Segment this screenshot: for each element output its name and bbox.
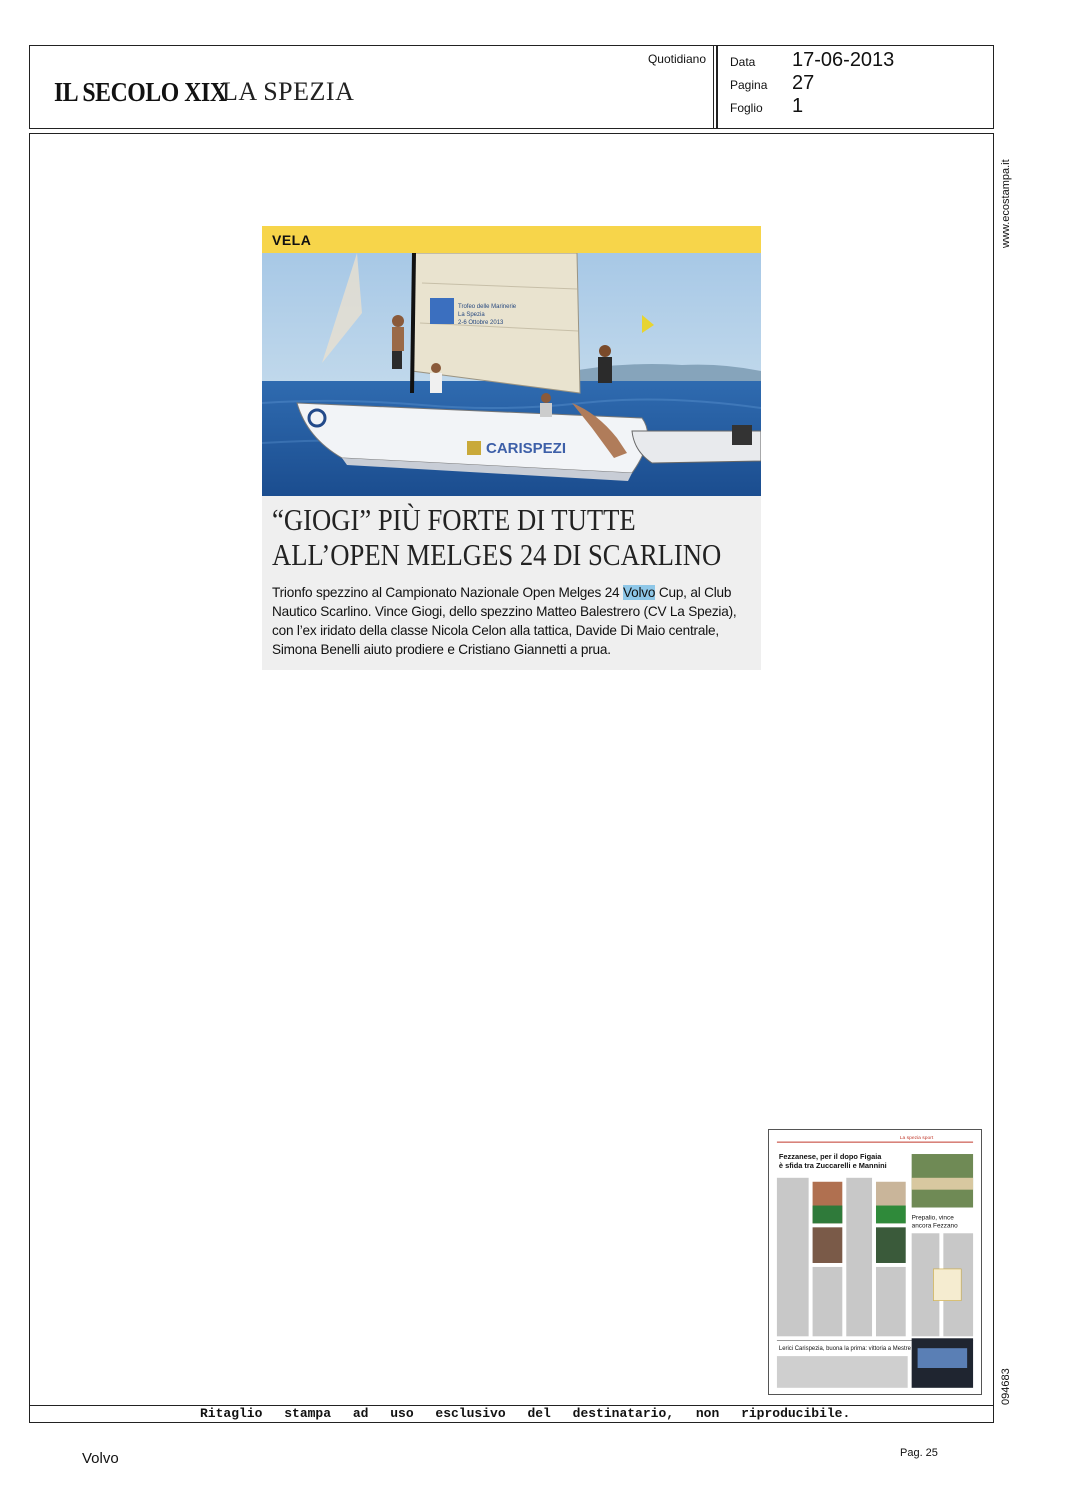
pagina-label: Pagina <box>730 78 768 92</box>
sail-text: Trofeo delle Marinerie <box>458 304 517 310</box>
publication-type: Quotidiano <box>647 52 706 66</box>
metadata-box <box>717 45 994 129</box>
svg-text:ancora Fezzano: ancora Fezzano <box>911 1222 958 1230</box>
thumb-headline: Fezzanese, per il dopo Figaia <box>778 1151 882 1161</box>
thumb-side-headline: Prepalio, vince <box>911 1214 954 1222</box>
data-label: Data <box>730 55 756 69</box>
side-code: 094683 <box>1000 1368 1012 1405</box>
foglio-value: 1 <box>792 95 804 117</box>
article-body <box>272 583 757 659</box>
edition-name: LA SPEZIA <box>222 77 355 106</box>
data-value: 17-06-2013 <box>792 49 895 71</box>
page-thumbnail <box>768 1129 982 1395</box>
pagina-value: 27 <box>792 72 815 94</box>
masthead-box <box>29 45 717 129</box>
sailing-photo <box>262 253 761 496</box>
headline <box>272 502 722 572</box>
headline-line-1: “GIOGI” PIÙ FORTE DI TUTTE <box>272 502 636 537</box>
body-text-end: Cup, al Club Nautico Scarlino. Vince Giogi, dello spezzino Matteo Balestrero (CV La Spezia), con l’ex iridato della classe Nicola Celon alla tattica, Davide Di Maio centrale, Simona Benelli aiuto prodiere e Cristiano Giannetti a prua. <box>272 585 737 657</box>
newspaper-name: IL SECOLO XIX <box>54 77 227 107</box>
headline-line-2: ALL’OPEN MELGES 24 DI SCARLINO <box>272 537 722 572</box>
thumb-page-head: La spezia sport <box>899 1136 934 1142</box>
page-number: Pag. 25 <box>900 1447 938 1459</box>
article <box>262 226 761 670</box>
section-bar <box>262 226 761 253</box>
highlighted-keyword: Volvo <box>623 585 656 600</box>
svg-text:è sfida tra Zuccarelli e Manni: è sfida tra Zuccarelli e Mannini <box>778 1160 887 1170</box>
thumb-bottom-headline: Lerici Carispezia, buona la prima: vittoria a Mestre <box>778 1346 911 1353</box>
svg-text:2-6 Ottobre 2013: 2-6 Ottobre 2013 <box>458 320 504 326</box>
body-text-start: Trionfo spezzino al Campionato Nazionale Open Melges 24 <box>272 585 623 600</box>
hull-text: CARISPEZI <box>486 440 567 457</box>
section-label: VELA <box>272 232 312 248</box>
client-name: Volvo <box>82 1450 119 1467</box>
foglio-label: Foglio <box>730 101 763 115</box>
disclaimer: Ritaglio stampa ad uso esclusivo del destinatario, non riproducibile. <box>200 1406 851 1421</box>
side-url: www.ecostampa.it <box>1000 159 1012 248</box>
svg-text:La Spezia: La Spezia <box>458 312 485 318</box>
